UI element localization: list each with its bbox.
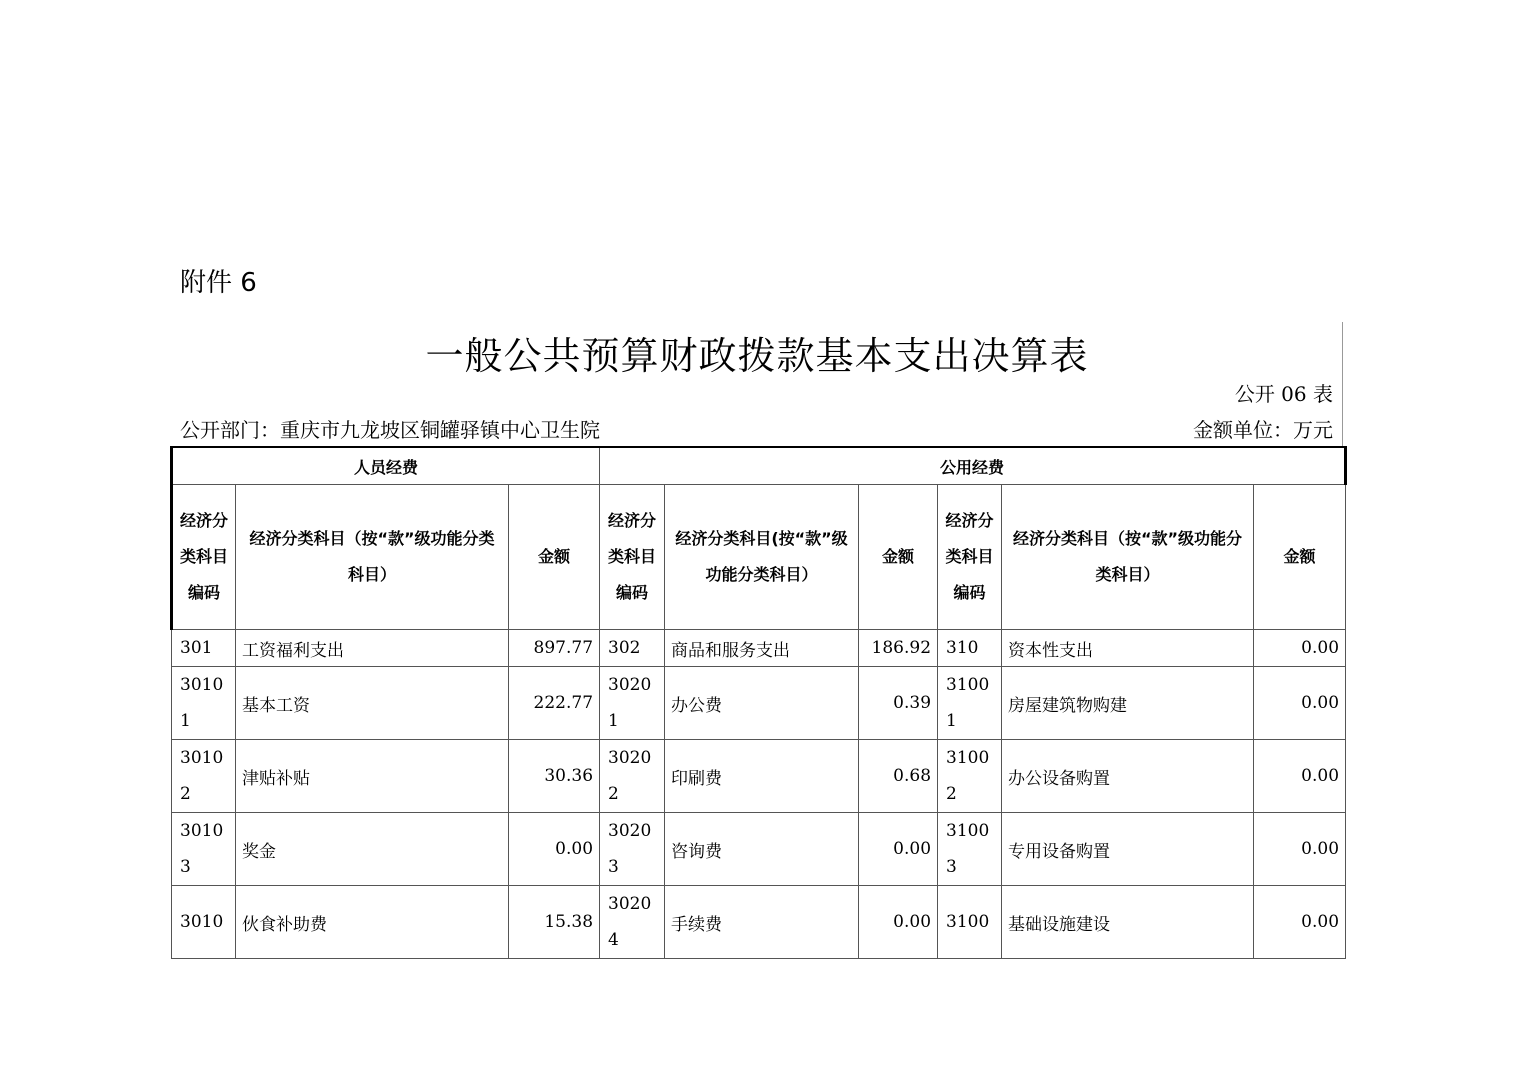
code-cell: 30102 xyxy=(172,740,236,813)
table-row xyxy=(172,886,1346,959)
amount-cell: 897.77 xyxy=(509,630,600,667)
code-cell: 310 xyxy=(938,630,1002,667)
amount-cell: 0.00 xyxy=(1254,740,1346,813)
group-personnel: 人员经费 xyxy=(172,447,600,485)
code-cell: 31001 xyxy=(938,667,1002,740)
amount-cell: 0.00 xyxy=(1254,667,1346,740)
code-cell: 31003 xyxy=(938,813,1002,886)
code-cell: 31002 xyxy=(938,740,1002,813)
item-cell: 伙食补助费 xyxy=(236,886,509,959)
code-cell: 301 xyxy=(172,630,236,667)
item-cell: 咨询费 xyxy=(665,813,859,886)
code-cell: 30204 xyxy=(600,886,665,959)
item-cell: 专用设备购置 xyxy=(1002,813,1254,886)
item-cell: 印刷费 xyxy=(665,740,859,813)
amount-cell: 0.00 xyxy=(859,886,938,959)
amount-cell: 0.00 xyxy=(1254,813,1346,886)
table-row xyxy=(172,667,1346,740)
item-cell: 手续费 xyxy=(665,886,859,959)
group-public: 公用经费 xyxy=(600,447,1346,485)
code-cell: 3010 xyxy=(172,886,236,959)
header-amount: 金额 xyxy=(1254,485,1346,630)
item-cell: 办公费 xyxy=(665,667,859,740)
header-item: 经济分类科目（按“款”级功能分类科目） xyxy=(1002,485,1254,630)
header-code: 经济分类科目编码 xyxy=(938,485,1002,630)
item-cell: 资本性支出 xyxy=(1002,630,1254,667)
header-amount: 金额 xyxy=(509,485,600,630)
annex-label: 附件 6 xyxy=(180,268,257,298)
code-cell: 302 xyxy=(600,630,665,667)
header-item: 经济分类科目(按“款”级功能分类科目） xyxy=(665,485,859,630)
table-row xyxy=(172,630,1346,667)
header-amount: 金额 xyxy=(859,485,938,630)
amount-cell: 15.38 xyxy=(509,886,600,959)
item-cell: 办公设备购置 xyxy=(1002,740,1254,813)
code-cell: 30103 xyxy=(172,813,236,886)
code-cell: 30201 xyxy=(600,667,665,740)
item-cell: 房屋建筑物购建 xyxy=(1002,667,1254,740)
code-cell: 30101 xyxy=(172,667,236,740)
department-label: 公开部门：重庆市九龙坡区铜罐驿镇中心卫生院 xyxy=(180,418,600,442)
item-cell: 商品和服务支出 xyxy=(665,630,859,667)
item-cell: 基本工资 xyxy=(236,667,509,740)
amount-cell: 222.77 xyxy=(509,667,600,740)
amount-cell: 186.92 xyxy=(859,630,938,667)
amount-cell: 0.00 xyxy=(1254,886,1346,959)
table-row xyxy=(172,813,1346,886)
item-cell: 基础设施建设 xyxy=(1002,886,1254,959)
item-cell: 工资福利支出 xyxy=(236,630,509,667)
item-cell: 津贴补贴 xyxy=(236,740,509,813)
header-code: 经济分类科目编码 xyxy=(172,485,236,630)
amount-cell: 0.68 xyxy=(859,740,938,813)
amount-cell: 0.00 xyxy=(509,813,600,886)
amount-cell: 0.00 xyxy=(859,813,938,886)
amount-cell: 0.39 xyxy=(859,667,938,740)
edge-line xyxy=(1342,322,1343,446)
item-cell: 奖金 xyxy=(236,813,509,886)
code-cell: 30203 xyxy=(600,813,665,886)
budget-table xyxy=(170,446,1347,959)
amount-cell: 0.00 xyxy=(1254,630,1346,667)
unit-label: 金额单位：万元 xyxy=(1193,418,1333,442)
header-code: 经济分类科目编码 xyxy=(600,485,665,630)
header-item: 经济分类科目（按“款”级功能分类科目） xyxy=(236,485,509,630)
code-cell: 30202 xyxy=(600,740,665,813)
code-cell: 3100 xyxy=(938,886,1002,959)
table-row xyxy=(172,740,1346,813)
table-number: 公开 06 表 xyxy=(1234,382,1333,406)
page-title: 一般公共预算财政拨款基本支出决算表 xyxy=(425,334,1089,378)
amount-cell: 30.36 xyxy=(509,740,600,813)
